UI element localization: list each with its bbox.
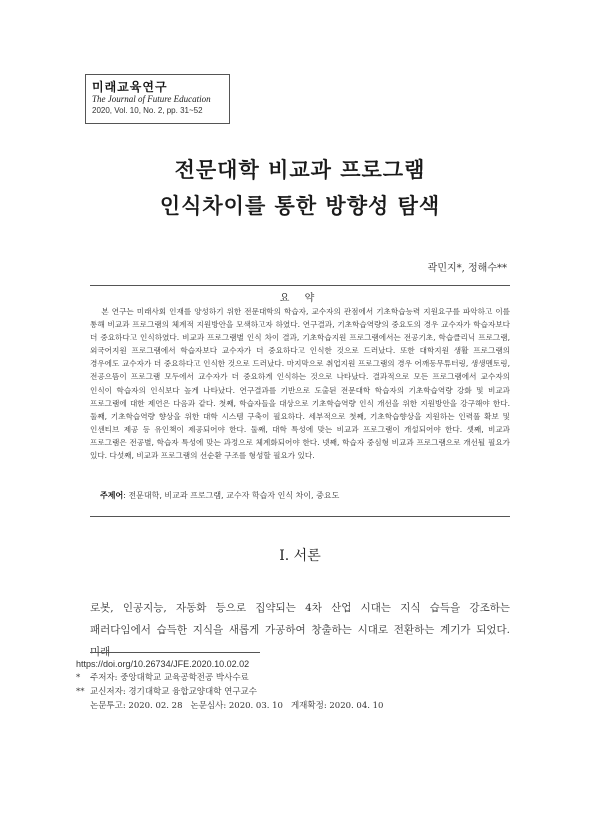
author-names: 곽민지*, 정해수** bbox=[427, 263, 507, 274]
section-heading-introduction: Ⅰ. 서론 bbox=[279, 548, 321, 564]
abstract-top-rule bbox=[90, 285, 510, 286]
introduction-paragraph: 로봇, 인공지능, 자동화 등으로 집약되는 4차 산업 시대는 지식 습득을 강조하는 패러다임에서 습득한 지식을 새롭게 가공하여 창출하는 시대로 전환하는 계기가 되었다. 미래 bbox=[90, 602, 510, 658]
date-accepted: 게재확정: 2020. 04. 10 bbox=[290, 701, 384, 711]
submission-dates bbox=[76, 699, 516, 713]
footnote-mark-double: ** bbox=[76, 687, 85, 697]
first-author-affiliation: 주저자: 중앙대학교 교육공학전공 박사수료 bbox=[90, 673, 249, 683]
footnote-mark-single: * bbox=[76, 673, 81, 683]
journal-info-box bbox=[85, 74, 230, 124]
footnotes bbox=[76, 657, 516, 713]
footnote-corresponding-author bbox=[76, 685, 516, 699]
date-submitted: 논문투고: 2020. 02. 28 bbox=[90, 701, 183, 711]
footnote-first-author bbox=[76, 671, 516, 685]
paper-title-line-1: 전문대학 비교과 프로그램 bbox=[174, 158, 426, 182]
abstract-body: 본 연구는 미래사회 인재를 양성하기 위한 전문대학의 학습자, 교수자의 관점에서 기초학습능력 지원요구를 파악하고 이를 통해 비교과 프로그램의 체계적 지원방안을 모색하고자 하였다. 연구결과, 기초학습역량의 중요도의 경우 교수자가 학습자보다 더 중요하다고 인식하였다. 비교과 프로그램별 인식 차이 결과, 기초학습지원 프로그램에서는 전공기초, 학습클리닉 프로그램, 외국어지원 프로그램에서 학습자보다 교수자가 더 중요하다고 인식한 것으로 드러났다. 또한 대학지원 생활 프로그램의 경우에도 교수자가 더 중요하다고 인식한 것으로 드러났다. 마지막으로 취업지원 프로그램의 경우 어깨동무튜터링, 생생멘토링, 전공으뜸이 프로그램 모두에서 교수자가 더 중요하게 인식하는 것으로 나타났다. 결과적으로 모든 프로그램에서 교수자의 인식이 학습자의 인식보다 높게 나타났다. 연구결과를 기반으로 도출된 전문대학 학습자의 기초학습역량 강화 및 비교과 프로그램에 대한 제언은 다음과 같다. 첫째, 학습자들을 대상으로 기초학습역량 인식 개선을 위한 지원방안을 강구해야 한다. 둘째, 기초학습역량 향상을 위한 대학 시스템 구축이 필요하다. 세부적으로 첫째, 기초학습향상을 지원하는 인력풀 확보 및 인센티브 제공 등 유인책이 제공되어야 한다. 둘째, 대학 특성에 맞는 비교과 프로그램이 개설되어야 한다. 셋째, 비교과 프로그램은 전공별, 학습자 특성에 맞는 과정으로 체계화되어야 한다. 넷째, 학습자 중심형 비교과 프로그램으로 개선될 필요가 있다. 다섯째, 비교과 프로그램의 선순환 구조를 형성할 필요가 있다. bbox=[90, 307, 510, 461]
journal-name-korean: 미래교육연구 bbox=[92, 80, 168, 94]
footnote-rule bbox=[90, 652, 260, 653]
keywords-label: 주제어 bbox=[100, 491, 124, 500]
keywords-line bbox=[100, 490, 510, 501]
doi-link[interactable]: https://doi.org/10.26734/JFE.2020.10.02.02 bbox=[76, 659, 250, 669]
abstract-heading: 요 약 bbox=[279, 293, 321, 304]
abstract-bottom-rule bbox=[90, 516, 510, 517]
keywords-list: : 전문대학, 비교과 프로그램, 교수자 학습자 인식 차이, 중요도 bbox=[123, 491, 340, 500]
journal-volume-info: 2020, Vol. 10, No. 2, pp. 31~52 bbox=[92, 106, 203, 115]
corresponding-author-affiliation: 교신저자: 경기대학교 융합교양대학 연구교수 bbox=[90, 687, 257, 697]
date-reviewed: 논문심사: 2020. 03. 10 bbox=[190, 701, 283, 711]
paper-title-line-2: 인식차이를 통한 방향성 탐색 bbox=[159, 194, 441, 218]
journal-name-english: The Journal of Future Education bbox=[92, 94, 211, 104]
